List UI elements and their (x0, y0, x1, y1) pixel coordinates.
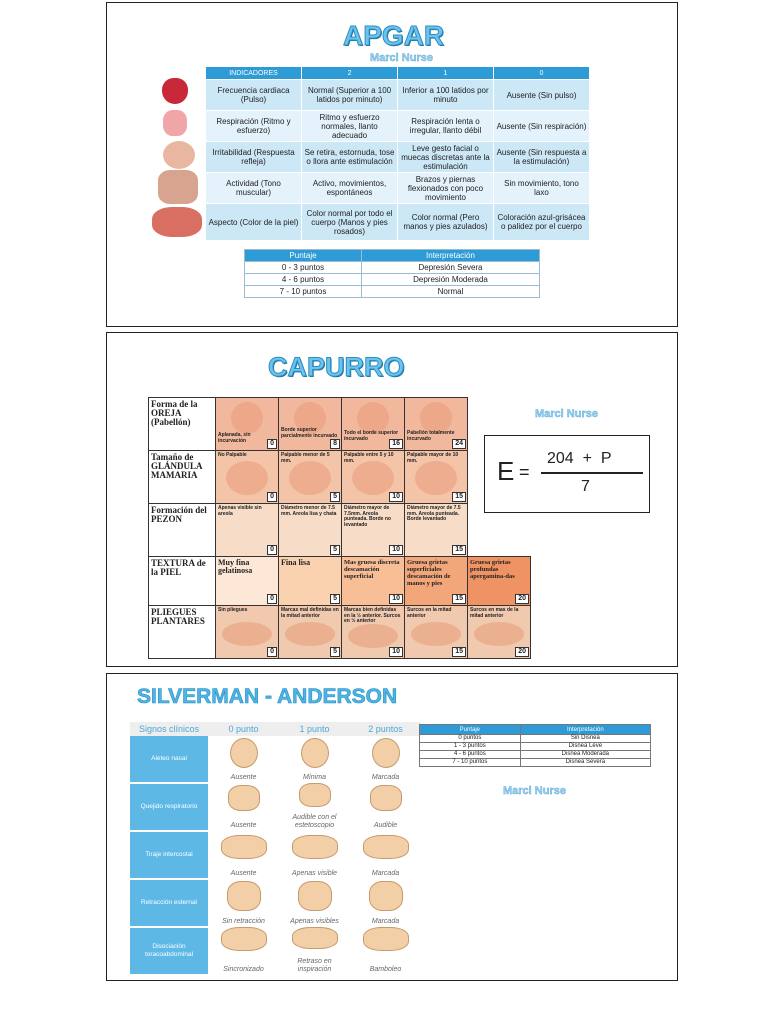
capurro-cell: Surcos en la mitad anterior 15 (405, 606, 468, 659)
apgar-cell: Brazos y piernas flexionados con poco movimiento (398, 173, 494, 204)
interp-cell: 0 - 3 puntos (245, 262, 362, 274)
baby-face-icon (230, 738, 258, 768)
apgar-cell: Frecuencia cardiaca (Pulso) (206, 80, 302, 111)
apgar-title: APGAR (343, 20, 445, 51)
silverman-cell: Bamboleo (350, 927, 421, 975)
silverman-title: SILVERMAN - ANDERSON (137, 685, 398, 708)
capurro-cell: Gruesa grietas profundas apergamina-das 20 (468, 557, 531, 606)
baby-chest-icon (227, 881, 261, 911)
table-row (206, 204, 590, 241)
clinical-sign: Quejido respiratorio (130, 783, 208, 831)
table-row (130, 879, 421, 927)
silverman-cell: Sincronizado (208, 927, 279, 975)
score-badge: 15 (452, 545, 466, 555)
silverman-cell: Audible con el estetoscopio (279, 783, 350, 831)
table-row (420, 759, 651, 767)
interp-cell: Disnea Severa (520, 759, 650, 767)
table-row (149, 557, 531, 606)
score-badge: 10 (389, 492, 403, 502)
baby-chest-icon (298, 881, 332, 911)
table-row (130, 927, 421, 975)
silverman-header: 0 punto (208, 722, 279, 736)
capurro-cell: Palpable mayor de 10 mm. 15 (405, 451, 468, 504)
silverman-cell: Ausente (208, 736, 279, 783)
interp-cell: Disnea Moderada (520, 751, 650, 759)
score-badge: 0 (267, 439, 277, 449)
foot-icon (222, 622, 272, 646)
clinical-sign: Retracción esternal (130, 879, 208, 927)
silverman-cell: Audible (350, 783, 421, 831)
table-row (206, 80, 590, 111)
apgar-cell: Ausente (Sin respiración) (493, 111, 589, 142)
baby-activity-icon (158, 170, 198, 204)
capurro-cell: Borde superior parcialmente incurvado 8 (279, 398, 342, 451)
silverman-cell: Marcada (350, 879, 421, 927)
fraction-bar (541, 472, 643, 474)
silverman-cell: Retraso en inspiración (279, 927, 350, 975)
baby-face-icon (301, 738, 329, 768)
capurro-cell: Palpable menor de 5 mm. 5 (279, 451, 342, 504)
silverman-cell: Apenas visible (279, 831, 350, 879)
interp-cell: 7 - 10 puntos (420, 759, 521, 767)
score-badge: 5 (330, 594, 340, 604)
table-row (149, 398, 531, 451)
apgar-cell: Ritmo y esfuerzo normales, llanto adecuado (302, 111, 398, 142)
score-badge: 0 (267, 492, 277, 502)
capurro-label: Forma de la OREJA (Pabellón) (149, 398, 216, 451)
score-badge: 10 (389, 647, 403, 657)
silverman-cell: Ausente (208, 783, 279, 831)
capurro-cell: Diámetro mayor de 7.5 mm. Areola punteada. Borde levantado 15 (405, 504, 468, 557)
capurro-cell: Diámetro menor de 7.5 mm. Areola lisa y chata 5 (279, 504, 342, 557)
interp-header: Puntaje (245, 250, 362, 262)
clinical-sign: Tiraje intercostal (130, 831, 208, 879)
apgar-cell: Color normal por todo el cuerpo (Manos y pies rosados) (302, 204, 398, 241)
silverman-header: Signos clínicos (130, 722, 208, 736)
silverman-header: 1 punto (279, 722, 350, 736)
apgar-header-row (206, 67, 590, 80)
apgar-cell: Aspecto (Color de la piel) (206, 204, 302, 241)
table-row (420, 735, 651, 743)
silverman-cell: Apenas visibles (279, 879, 350, 927)
apgar-header: 2 (302, 67, 398, 80)
silverman-cell: Ausente (208, 831, 279, 879)
capurro-cell: Fina lisa 5 (279, 557, 342, 606)
interp-cell: 4 - 6 puntos (420, 751, 521, 759)
table-row (149, 504, 531, 557)
apgar-header: 0 (493, 67, 589, 80)
apgar-interpretation-table (244, 249, 540, 298)
apgar-cell: Ausente (Sin respuesta a la estimulación) (493, 142, 589, 173)
interp-cell: Depresión Moderada (361, 274, 539, 286)
table-row (245, 274, 540, 286)
table-row (130, 831, 421, 879)
capurro-label: Tamaño de GLÁNDULA MAMARIA (149, 451, 216, 504)
table-row (420, 751, 651, 759)
capurro-cell: No Palpable 0 (216, 451, 279, 504)
capurro-cell: Muy fina gelatinosa 0 (216, 557, 279, 606)
apgar-cell: Inferior a 100 latidos por minuto (398, 80, 494, 111)
stethoscope-torso-icon (299, 783, 331, 807)
capurro-cell: Marcas bien definidas en la ½ anterior. Surcos en ½ anterior 10 (342, 606, 405, 659)
lungs-icon (163, 110, 187, 136)
foot-icon (474, 622, 524, 646)
silverman-interpretation-table (419, 724, 651, 767)
score-badge: 5 (330, 492, 340, 502)
baby-side-icon (292, 835, 338, 859)
score-badge: 0 (267, 647, 277, 657)
baby-side-icon (221, 835, 267, 859)
interp-header: Puntaje (420, 725, 521, 735)
interp-cell: Depresión Severa (361, 262, 539, 274)
interp-cell: Sin Disnea (520, 735, 650, 743)
capurro-cell: Surcos en mas de la mitad anterior 20 (468, 606, 531, 659)
apgar-cell: Activo, movimientos, espontáneos (302, 173, 398, 204)
clinical-sign: Disociación toracoabdominal (130, 927, 208, 975)
capurro-label: PLIEGUES PLANTARES (149, 606, 216, 659)
interp-cell: 7 - 10 puntos (245, 286, 362, 298)
apgar-cell: Leve gesto facial o muecas discretas ante la estimulación (398, 142, 494, 173)
baby-torso-icon (228, 785, 260, 811)
chest-icon (289, 461, 331, 495)
score-badge: 20 (515, 594, 529, 604)
score-badge: 10 (389, 545, 403, 555)
silverman-cell: Marcada (350, 736, 421, 783)
silverman-cell: Marcada (350, 831, 421, 879)
chest-icon (352, 461, 394, 495)
silverman-header: 2 puntos (350, 722, 421, 736)
score-badge: 8 (330, 439, 340, 449)
interp-cell: Disnea Leve (520, 743, 650, 751)
formula-denominator: 7 (581, 478, 590, 495)
baby-lying-icon (363, 927, 409, 951)
chest-icon (226, 461, 268, 495)
foot-icon (285, 622, 335, 646)
interp-cell: 4 - 6 puntos (245, 274, 362, 286)
silverman-cell: Mínima (279, 736, 350, 783)
interp-cell: Normal (361, 286, 539, 298)
score-badge: 16 (389, 439, 403, 449)
formula-equals: = (519, 462, 530, 482)
formula-lhs: E (497, 456, 515, 486)
score-badge: 0 (267, 545, 277, 555)
interp-cell: 1 - 3 puntos (420, 743, 521, 751)
formula-numerator: 204 + P (547, 450, 612, 467)
apgar-cell: Irritabilidad (Respuesta refleja) (206, 142, 302, 173)
score-badge: 10 (389, 594, 403, 604)
table-row (206, 142, 590, 173)
table-row (245, 286, 540, 298)
capurro-cell: Mas gruesa discreta descamación superficial 10 (342, 557, 405, 606)
capurro-watermark: Marci Nurse (535, 408, 598, 420)
capurro-cell: Diámetro mayor de 7.5mm. Areola punteada. Borde no levantado 10 (342, 504, 405, 557)
foot-icon (411, 622, 461, 646)
interp-header: Interpretación (361, 250, 539, 262)
capurro-cell: Palpable entre 5 y 10 mm. 10 (342, 451, 405, 504)
silverman-header-row (130, 722, 421, 736)
crying-baby-icon (163, 141, 195, 169)
table-row (206, 173, 590, 204)
baby-side-icon (363, 835, 409, 859)
capurro-table (148, 397, 531, 659)
table-row (130, 736, 421, 783)
apgar-cell: Se retira, estornuda, tose o llora ante estimulación (302, 142, 398, 173)
apgar-cell: Coloración azul-grisácea o palidez por el cuerpo (493, 204, 589, 241)
table-row (420, 743, 651, 751)
score-badge: 5 (330, 545, 340, 555)
apgar-header: INDICADORES (206, 67, 302, 80)
apgar-watermark: Marci Nurse (370, 52, 433, 64)
apgar-cell: Respiración lenta o irregular, llanto débil (398, 111, 494, 142)
score-badge: 0 (267, 594, 277, 604)
score-badge: 15 (452, 594, 466, 604)
capurro-cell: Apenas visible sin areola 0 (216, 504, 279, 557)
apgar-cell: Normal (Superior a 100 latidos por minuto) (302, 80, 398, 111)
score-badge: 24 (452, 439, 466, 449)
score-badge: 15 (452, 492, 466, 502)
ear-icon (231, 402, 263, 434)
table-row (130, 783, 421, 831)
baby-color-icon (152, 207, 202, 237)
apgar-cell: Actividad (Tono muscular) (206, 173, 302, 204)
apgar-table (205, 66, 590, 241)
score-badge: 20 (515, 647, 529, 657)
clinical-sign: Aleteo nasal (130, 736, 208, 783)
table-row (149, 606, 531, 659)
apgar-cell: Respiración (Ritmo y esfuerzo) (206, 111, 302, 142)
capurro-cell: Marcas mal definidas en la mitad anterior 5 (279, 606, 342, 659)
capurro-cell: Aplanada, sin incurvación 0 (216, 398, 279, 451)
capurro-formula (484, 435, 650, 513)
score-badge: 15 (452, 647, 466, 657)
foot-icon (348, 624, 398, 648)
baby-lying-icon (221, 927, 267, 951)
table-row (245, 262, 540, 274)
baby-chest-icon (369, 881, 403, 911)
capurro-cell: Gruesa grietas superficiales descamación de manos y pies 15 (405, 557, 468, 606)
capurro-label: TEXTURA de la PIEL (149, 557, 216, 606)
capurro-cell: Sin pliegues 0 (216, 606, 279, 659)
interp-cell: 0 puntos (420, 735, 521, 743)
capurro-title: CAPURRO (268, 352, 405, 382)
baby-torso-icon (370, 785, 402, 811)
capurro-cell: Todo el borde superior incurvado 16 (342, 398, 405, 451)
table-row (206, 111, 590, 142)
apgar-cell: Color normal (Pero manos y pies azulados) (398, 204, 494, 241)
silverman-cell: Sin retracción (208, 879, 279, 927)
baby-lying-icon (292, 927, 338, 949)
apgar-cell: Sin movimiento, tono laxo (493, 173, 589, 204)
apgar-cell: Ausente (Sin pulso) (493, 80, 589, 111)
silverman-table (130, 722, 421, 976)
baby-face-icon (372, 738, 400, 768)
silverman-watermark: Marci Nurse (503, 785, 566, 797)
table-row (149, 451, 531, 504)
capurro-cell: Pabellón totalmente incurvado 24 (405, 398, 468, 451)
apgar-header: 1 (398, 67, 494, 80)
interp-header: Interpretación (520, 725, 650, 735)
heart-icon (162, 78, 188, 104)
score-badge: 5 (330, 647, 340, 657)
capurro-label: Formación del PEZON (149, 504, 216, 557)
chest-icon (415, 461, 457, 495)
